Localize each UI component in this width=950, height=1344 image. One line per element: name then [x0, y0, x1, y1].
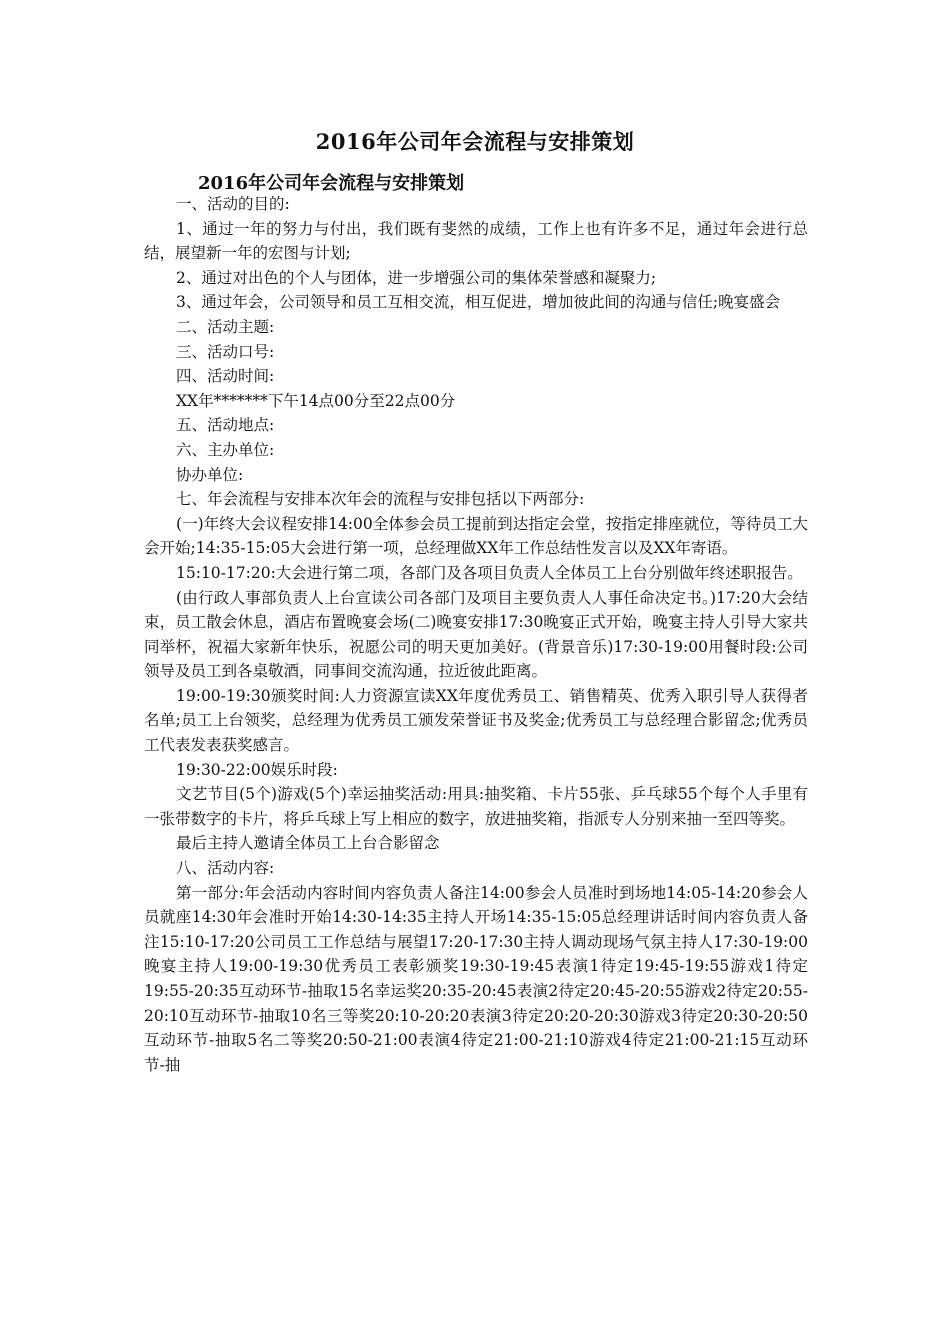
paragraph: 六、主办单位: — [176, 440, 275, 459]
paragraph: 2、通过对出色的个人与团体，进一步增强公司的集体荣誉感和凝聚力; — [176, 268, 657, 287]
paragraph: 第一部分:年会活动内容时间内容负责人备注14:00参会人员准时到场地14:05-14:20参会人员就座14:30年会准时开始14:30-14:35主持人开场14:35-15:05总经理讲话时间内容负责人备注15:10-17:20公司员工工作总结与展望17:20-17:30主持人调动现场气氛主持人17:30-19:00晚宴主持人19:00-19:30优秀员工表彰颁奖19:30-19:45表演1待定19:45-19:55游戏1待定19:55-20:35互动环节-抽取15名幸运奖20:35-20:45表演2待定20:45-20:55游戏2待定20:55-20:10互动环节-抽取10名三等奖20:10-20:20表演3待定20:20-20:30游戏3待定20:30-20:50互动环节-抽取5名二等奖20:50-21:00表演4待定21:00-21:10游戏4待定21:00-21:15互动环节-抽 — [144, 883, 808, 1074]
paragraph: 五、活动地点: — [176, 416, 275, 435]
paragraph: 1、通过一年的努力与付出，我们既有斐然的成绩，工作上也有许多不足，通过年会进行总结，展望新一年的宏图与计划; — [144, 219, 808, 263]
paragraph: 二、活动主题: — [176, 317, 275, 336]
document-title: 2016年公司年会流程与安排策划 — [315, 129, 635, 154]
paragraph: 3、通过年会，公司领导和员工互相交流，相互促进，增加彼此间的沟通与信任;晚宴盛会 — [176, 293, 781, 312]
paragraph: 最后主持人邀请全体员工上台合影留念 — [176, 834, 440, 853]
paragraph: 19:00-19:30颁奖时间:人力资源宣读XX年度优秀员工、销售精英、优秀入职引导人获得者名单;员工上台领奖，总经理为优秀员工颁发荣誉证书及奖金;优秀员工与总经理合影留念;优秀员工代表发表获奖感言。 — [144, 686, 808, 755]
paragraph: 七、年会流程与安排本次年会的流程与安排包括以下两部分: — [176, 490, 585, 509]
paragraph: 三、活动口号: — [176, 342, 275, 361]
paragraph: 文艺节目(5个)游戏(5个)幸运抽奖活动:用具:抽奖箱、卡片55张、乒乓球55个每个人手里有一张带数字的卡片，将乒乓球上写上相应的数字，放进抽奖箱，指派专人分别来抽一至四等奖。 — [144, 785, 808, 828]
paragraph: 15:10-17:20:大会进行第二项，各部门及各项目负责人全体员工上台分别做年终述职报告。 — [176, 563, 803, 582]
paragraph: 19:30-22:00娱乐时段: — [176, 760, 338, 779]
paragraph: 协办单位: — [176, 465, 244, 484]
document-subtitle: 2016年公司年会流程与安排策划 — [198, 173, 465, 194]
paragraph: 四、活动时间: — [176, 367, 275, 386]
document-body — [144, 192, 808, 1077]
paragraph: (一)年终大会议程安排14:00全体参会员工提前到达指定会堂，按指定排座就位，等待员工大会开始;14:35-15:05大会进行第一项，总经理做XX年工作总结性发言以及XX年寄语。 — [144, 514, 808, 558]
paragraph: 一、活动的目的: — [176, 195, 290, 213]
paragraph: 八、活动内容: — [176, 859, 275, 878]
paragraph: XX年*******下午14点00分至22点00分 — [176, 391, 456, 410]
paragraph: (由行政人事部负责人上台宣读公司各部门及项目主要负责人人事任命决定书。)17:20大会结束，员工散会休息，酒店布置晚宴会场(二)晚宴安排17:30晚宴正式开始，晚宴主持人引导大家共同举杯，祝福大家新年快乐，祝愿公司的明天更加美好。(背景音乐)17:30-19:00用餐时段:公司领导及员工到各桌敬酒，同事间交流沟通，拉近彼此距离。 — [144, 588, 808, 681]
